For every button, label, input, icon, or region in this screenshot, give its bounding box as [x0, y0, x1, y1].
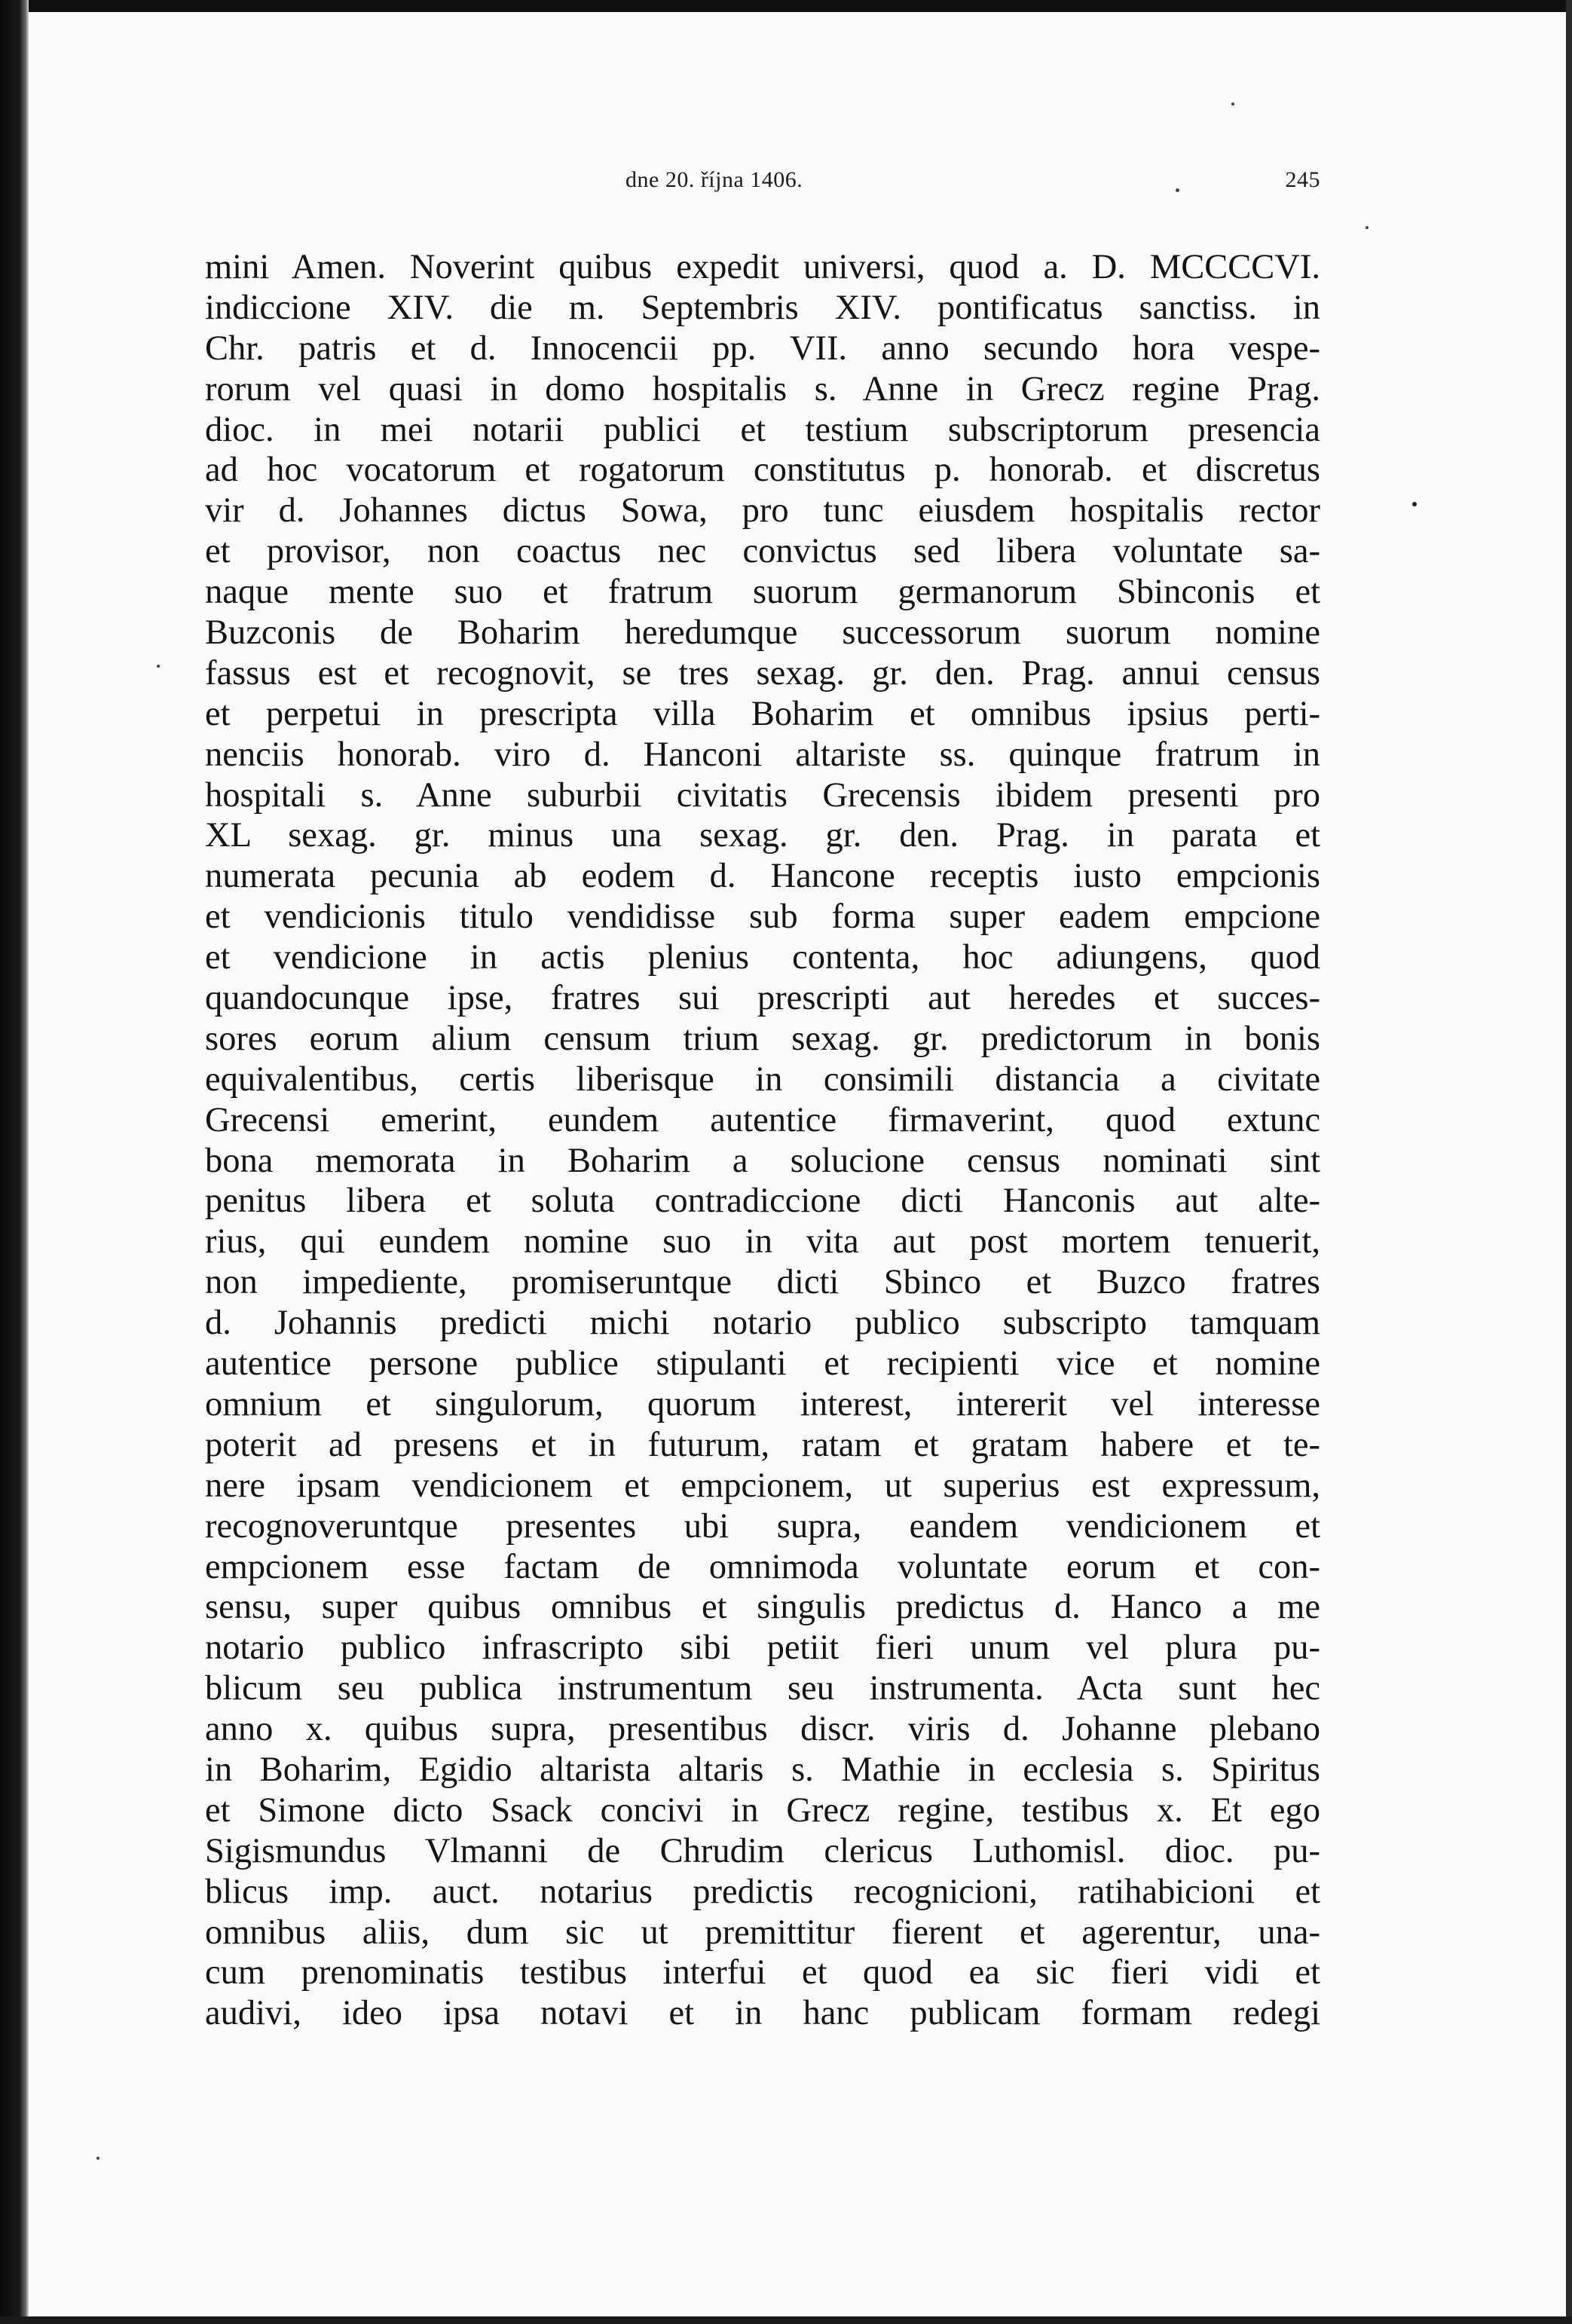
text-line: omnium et singulorum, quorum interest, intererit vel interesse — [205, 1384, 1320, 1423]
text-line: nenciis honorab. viro d. Hanconi altariste ss. quinque fratrum in — [205, 735, 1320, 774]
text-line: bona memorata in Boharim a solucione census nominati sint — [205, 1141, 1320, 1180]
text-line: Sigismundus Vlmanni de Chrudim clericus Luthomisl. dioc. pu- — [205, 1831, 1320, 1870]
text-line: omnibus aliis, dum sic ut premittitur fierent et agerentur, una- — [205, 1913, 1320, 1952]
text-line: Buzconis de Boharim heredumque successorum suorum nomine — [205, 613, 1320, 653]
scan-speck — [157, 665, 160, 668]
text-line: d. Johannis predicti michi notario publico subscripto tamquam — [205, 1304, 1320, 1343]
text-line: in Boharim, Egidio altarista altaris s. Mathie in ecclesia s. Spiritus — [205, 1750, 1320, 1789]
scan-speck — [1366, 226, 1369, 229]
text-line: dioc. in mei notarii publici et testium subscriptorum presencia — [205, 410, 1320, 449]
text-line: XL sexag. gr. minus una sexag. gr. den. Prag. in parata et — [205, 816, 1320, 855]
text-line: recognoveruntque presentes ubi supra, eandem vendicionem et — [205, 1506, 1320, 1546]
text-line: et vendicione in actis plenius contenta, hoc adiungens, quod — [205, 938, 1320, 977]
text-line: autentice persone publice stipulanti et recipienti vice et nomine — [205, 1344, 1320, 1384]
text-line: sensu, super quibus omnibus et singulis predictus d. Hanco a me — [205, 1588, 1320, 1627]
page-number: 245 — [1285, 167, 1320, 192]
text-line: numerata pecunia ab eodem d. Hancone receptis iusto empcionis — [205, 857, 1320, 896]
scan-speck — [96, 2157, 99, 2160]
text-line: penitus libera et soluta contradiccione dicti Hanconis aut alte- — [205, 1182, 1320, 1221]
text-line: cum prenominatis testibus interfui et quod ea sic fieri vidi et — [205, 1953, 1320, 1992]
text-line: empcionem esse factam de omnimoda voluntate eorum et con- — [205, 1547, 1320, 1586]
text-line: blicus imp. auct. notarius predictis recognicioni, ratihabicioni et — [205, 1872, 1320, 1911]
text-line: et perpetui in prescripta villa Boharim et omnibus ipsius perti- — [205, 694, 1320, 733]
scan-border-bottom — [0, 2316, 1572, 2324]
text-line: rorum vel quasi in domo hospitalis s. Anne in Grecz regine Prag. — [205, 369, 1320, 408]
running-title: dne 20. října 1406. — [625, 167, 803, 192]
text-line: indiccione XIV. die m. Septembris XIV. pontificatus sanctiss. in — [205, 288, 1320, 327]
text-line: hospitali s. Anne suburbii civitatis Grecensis ibidem presenti pro — [205, 775, 1320, 815]
text-line: poterit ad presens et in futurum, ratam et gratam habere et te- — [205, 1425, 1320, 1464]
text-line: fassus est et recognovit, se tres sexag. gr. den. Prag. annui census — [205, 653, 1320, 693]
text-line: et vendicionis titulo vendidisse sub forma super eadem empcione — [205, 897, 1320, 937]
scan-border-left — [0, 0, 29, 2324]
text-line: et provisor, non coactus nec convictus sed libera voluntate sa- — [205, 532, 1320, 571]
text-line: et Simone dicto Ssack concivi in Grecz regine, testibus x. Et ego — [205, 1790, 1320, 1830]
text-line: notario publico infrascripto sibi petiit fieri unum vel plura pu- — [205, 1628, 1320, 1668]
text-line: Grecensi emerint, eundem autentice firmaverint, quod extunc — [205, 1100, 1320, 1139]
text-line: naque mente suo et fratrum suorum germanorum Sbinconis et — [205, 573, 1320, 612]
scan-speck — [1231, 102, 1234, 105]
text-line: blicum seu publica instrumentum seu instrumenta. Acta sunt hec — [205, 1669, 1320, 1708]
scan-border-right — [1566, 0, 1572, 2324]
running-header — [205, 167, 1320, 205]
text-line: sores eorum alium censum trium sexag. gr. predictorum in bonis — [205, 1019, 1320, 1058]
text-line: ad hoc vocatorum et rogatorum constitutus p. honorab. et discretus — [205, 451, 1320, 490]
body-text — [205, 247, 1320, 2034]
text-line: Chr. patris et d. Innocencii pp. VII. anno secundo hora vespe- — [205, 329, 1320, 368]
text-line: rius, qui eundem nomine suo in vita aut post mortem tenuerit, — [205, 1222, 1320, 1261]
text-line: equivalentibus, certis liberisque in consimili distancia a civitate — [205, 1060, 1320, 1099]
scan-speck — [1412, 502, 1417, 506]
text-line: quandocunque ipse, fratres sui prescripti aut heredes et succes- — [205, 979, 1320, 1018]
text-line: anno x. quibus supra, presentibus discr. viris d. Johanne plebano — [205, 1710, 1320, 1749]
text-line: nere ipsam vendicionem et empcionem, ut superius est expressum, — [205, 1466, 1320, 1505]
text-line: vir d. Johannes dictus Sowa, pro tunc eiusdem hospitalis rector — [205, 491, 1320, 531]
text-line: mini Amen. Noverint quibus expedit universi, quod a. D. MCCCCVI. — [205, 248, 1320, 286]
text-line: audivi, ideo ipsa notavi et in hanc publicam formam redegi — [205, 1994, 1320, 2033]
scan-border-top — [0, 0, 1572, 12]
text-line: non impediente, promiseruntque dicti Sbinco et Buzco fratres — [205, 1263, 1320, 1302]
